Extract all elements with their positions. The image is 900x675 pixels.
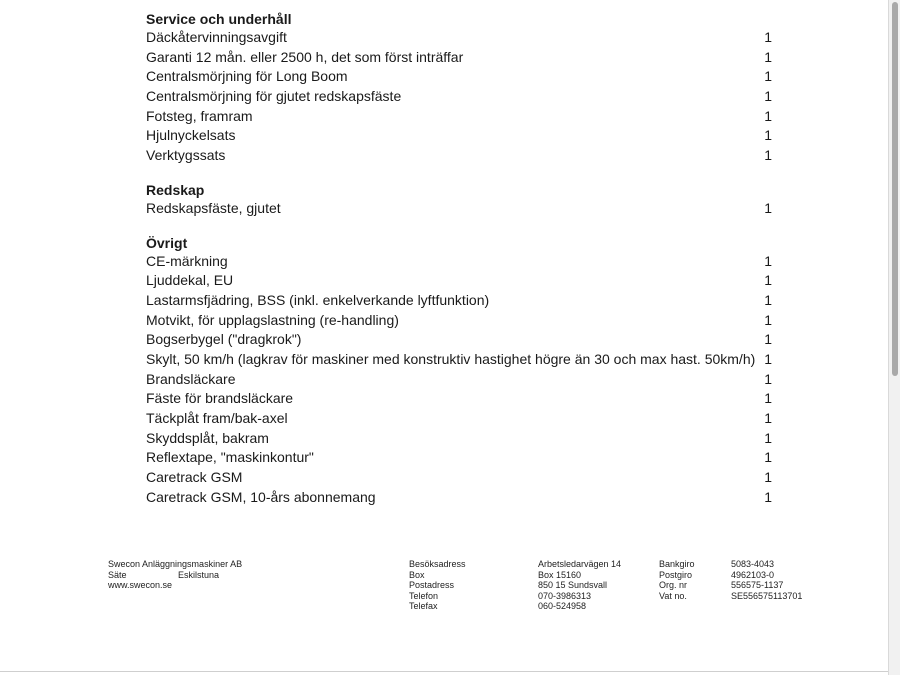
list-item (146, 350, 772, 370)
list-item (146, 370, 772, 390)
section-heading: Övrigt (146, 234, 188, 251)
list-item (146, 409, 772, 429)
list-item (146, 199, 772, 219)
bank-value: 556575-1137 (731, 580, 784, 590)
vertical-scrollbar[interactable] (888, 0, 900, 675)
section (146, 11, 772, 166)
bank-label: Org. nr (659, 580, 688, 590)
item-quantity: 1 (764, 488, 772, 505)
bank-value: 4962103-0 (731, 569, 775, 580)
list-item (146, 146, 772, 166)
list-item (146, 126, 772, 146)
list-item (146, 291, 772, 311)
equipment-list (146, 11, 772, 523)
list-item (146, 429, 772, 449)
item-quantity: 1 (764, 410, 772, 426)
company-name: Swecon Anläggningsmaskiner AB (108, 559, 243, 569)
list-item (146, 468, 772, 488)
item-label: Täckplåt fram/bak-axel (146, 410, 288, 426)
company-seat (108, 570, 242, 581)
item-label: Fotsteg, framram (146, 107, 253, 124)
footer-bank-values (731, 559, 802, 601)
list-item (146, 252, 772, 272)
footer-address-values (538, 559, 621, 612)
section (146, 235, 772, 508)
item-quantity: 1 (764, 291, 772, 308)
address-label: Box (409, 569, 425, 580)
item-quantity: 1 (764, 449, 772, 466)
list-item (146, 448, 772, 468)
address-label: Postadress (409, 580, 455, 590)
item-quantity: 1 (764, 350, 772, 367)
footer-company (108, 559, 242, 591)
item-quantity: 1 (764, 107, 772, 124)
item-quantity: 1 (764, 29, 772, 45)
list-item (146, 389, 772, 409)
item-quantity: 1 (764, 272, 772, 289)
item-label: Caretrack GSM (146, 469, 243, 486)
company-website[interactable]: www.swecon.se (108, 580, 173, 590)
item-label: Ljuddekal, EU (146, 272, 234, 289)
item-label: Centralsmörjning för Long Boom (146, 68, 348, 85)
item-quantity: 1 (764, 331, 772, 348)
item-quantity: 1 (764, 147, 772, 164)
bank-value: SE556575113701 (731, 590, 803, 601)
address-value: 070-3986313 (538, 590, 592, 601)
item-label: Garanti 12 mån. eller 2500 h, det som först inträffar (146, 48, 464, 65)
section (146, 182, 772, 219)
item-quantity: 1 (764, 127, 772, 144)
list-item (146, 107, 772, 127)
list-item (146, 67, 772, 87)
address-label: Besöksadress (409, 559, 466, 569)
item-label: Skyddsplåt, bakram (146, 429, 269, 446)
item-label: Reflextape, "maskinkontur" (146, 449, 314, 466)
item-label: Däckåtervinningsavgift (146, 29, 287, 45)
scrollbar-thumb[interactable] (892, 2, 898, 376)
seat-value: Eskilstuna (178, 569, 220, 580)
item-label: Bogserbygel ("dragkrok") (146, 331, 302, 348)
bank-label: Postgiro (659, 569, 693, 580)
item-label: Redskapsfäste, gjutet (146, 199, 281, 216)
item-label: Brandsläckare (146, 370, 236, 387)
footer-address-labels (409, 559, 466, 612)
item-label: Lastarmsfjädring, BSS (inkl. enkelverkande lyftfunktion) (146, 291, 490, 308)
address-label: Telefon (409, 590, 439, 601)
list-item (146, 28, 772, 48)
item-quantity: 1 (764, 370, 772, 387)
list-item (146, 87, 772, 107)
address-label: Telefax (409, 601, 438, 611)
address-value: 850 15 Sundsvall (538, 580, 608, 590)
footer-bank-labels (659, 559, 695, 601)
bank-value: 5083-4043 (731, 559, 775, 569)
bank-label: Vat no. (659, 590, 687, 601)
item-label: Fäste för brandsläckare (146, 390, 294, 407)
address-value: Arbetsledarvägen 14 (538, 559, 622, 569)
item-quantity: 1 (764, 88, 772, 105)
item-quantity: 1 (764, 68, 772, 85)
section-heading: Redskap (146, 181, 205, 198)
item-label: Skylt, 50 km/h (lagkrav för maskiner med konstruktiv hastighet högre än 30 och max hast. 50km/h) (146, 350, 756, 367)
item-label: Motvikt, för upplagslastning (re-handling) (146, 311, 399, 328)
list-item (146, 330, 772, 350)
list-item (146, 488, 772, 508)
list-item (146, 271, 772, 291)
item-quantity: 1 (764, 311, 772, 328)
item-label: Caretrack GSM, 10-års abonnemang (146, 488, 376, 505)
item-quantity: 1 (764, 48, 772, 65)
item-quantity: 1 (764, 199, 772, 216)
page-bottom-border (0, 671, 888, 672)
item-label: CE-märkning (146, 252, 228, 269)
section-heading: Service och underhåll (146, 11, 292, 27)
item-label: Hjulnyckelsats (146, 127, 236, 144)
item-quantity: 1 (764, 469, 772, 486)
item-label: Verktygssats (146, 147, 226, 164)
item-label: Centralsmörjning för gjutet redskapsfäste (146, 88, 402, 105)
item-quantity: 1 (764, 429, 772, 446)
address-value: 060-524958 (538, 601, 587, 611)
bank-label: Bankgiro (659, 559, 695, 569)
list-item (146, 311, 772, 331)
list-item (146, 48, 772, 68)
item-quantity: 1 (764, 252, 772, 269)
item-quantity: 1 (764, 390, 772, 407)
seat-label: Säte (108, 569, 127, 580)
address-value: Box 15160 (538, 569, 582, 580)
